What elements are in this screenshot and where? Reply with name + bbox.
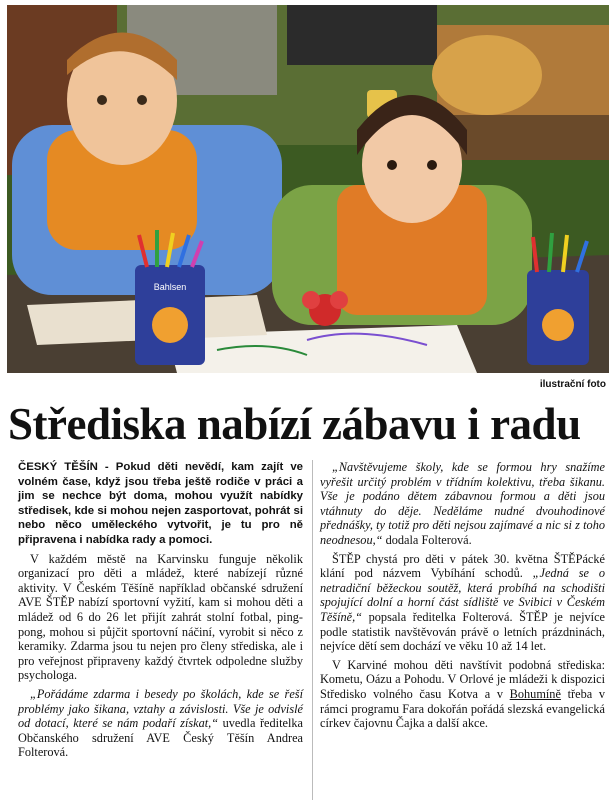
paragraph-3 xyxy=(320,460,605,548)
paragraph-2 xyxy=(18,687,303,760)
article-column-right xyxy=(320,460,605,735)
illustrative-photo xyxy=(7,5,609,373)
quote-3: „Navštěvujeme školy, kde se formou hry snažíme vyřešit určitý problém v třídním kolektivu, třeba šikanu. Vše je podáno dětem zábavnou formou a děti jsou vtáhnuty do děje. Neděláme nudné dvouhodinové přednášky, ty totiž pro děti nejsou zajímavé a nic si z toho neodnesou,“ xyxy=(320,460,605,547)
photo-credit: ilustrační foto xyxy=(539,379,606,390)
article-column-left xyxy=(18,460,303,764)
paragraph-2-rest: uvedla ředitelka Občanského sdružení AVE Český Těšín Andrea Folterová. xyxy=(18,716,303,760)
quote-2: „Pořádáme zdarma i besedy po školách, kde se řeší problémy jako šikana, vztahy a závislosti. Vše je odvislé od dotací, které se nám podaří získat,“ xyxy=(18,686,303,731)
paragraph-4 xyxy=(320,552,605,654)
quote-4: „Jedná se o netradiční běžeckou soutěž, která probíhá na schodišti spojující dolní a horní část sídliště ve Svibici v Českém Těšíně,“ xyxy=(320,566,605,624)
paragraph-1: V každém městě na Karvinsku funguje několik organizací pro děti a mládež, které nabízejí různé aktivity. V Českém Těšíně například občanské sdružení AVE ŠTĚP nabízí sportovní vyžití, kam si mohou děti a mládež od 6 do 26 let přijít zahrát stolní fotbal, ping-pong, mohou si půjčit sportovní náčiní, vyrobit si něco z keramiky. Zdarma jsou tu nejen pro členy střediska, ale i pro veřejnost připraveny každý čtvrtek odpoledne služby psychologa. xyxy=(18,551,303,683)
lead-text: Pokud děti nevědí, kam zajít ve volném čase, když jsou třeba ještě rodiče v práci a jim se nechce být doma, mohou využít nabídky středisek, kde si mohou nejen zasportovat, pohrát si nebo něco uměleckého vytvořit, je tu pro ně připravena i nabídka rady a pomoci. xyxy=(18,461,303,546)
column-divider xyxy=(312,460,313,800)
photo-children-drawing xyxy=(7,5,609,373)
paragraph-4-a: ŠTĚP chystá pro děti v pátek 30. května ŠTĚPácké klání pod názvem Vybíhání schodů. xyxy=(320,551,605,581)
paragraph-4-b: popsala ředitelka Folterová. ŠTĚP je nejvíce podle statistik navštěvován právě o letních prázdninách, nejvíce dětí sem dochází ve věku 10 až 14 let. xyxy=(320,609,605,654)
article-body xyxy=(18,460,606,805)
paragraph-5-b: třeba v rámci programu Fara dokořán pořádá slezská evangelická církev čajovnu Čajka a další akce. xyxy=(320,686,606,731)
headline: Střediska nabízí zábavu i radu xyxy=(8,399,581,449)
cup-label: Bahlsen xyxy=(153,282,187,292)
paragraph-5-a: V Karviné mohou děti navštívit podobná střediska: Kometu, Oázu a Pohodu. V Orlové je mládeži k dispozici Středisko volného času Kotva a v xyxy=(320,657,605,701)
dateline: ČESKÝ TĚŠÍN - xyxy=(18,461,116,473)
paragraph-3-rest: dodala Folterová. xyxy=(382,532,472,547)
highlighted-place: Bohumíně xyxy=(509,686,561,701)
paragraph-5 xyxy=(320,658,605,731)
lead-paragraph xyxy=(18,460,303,548)
